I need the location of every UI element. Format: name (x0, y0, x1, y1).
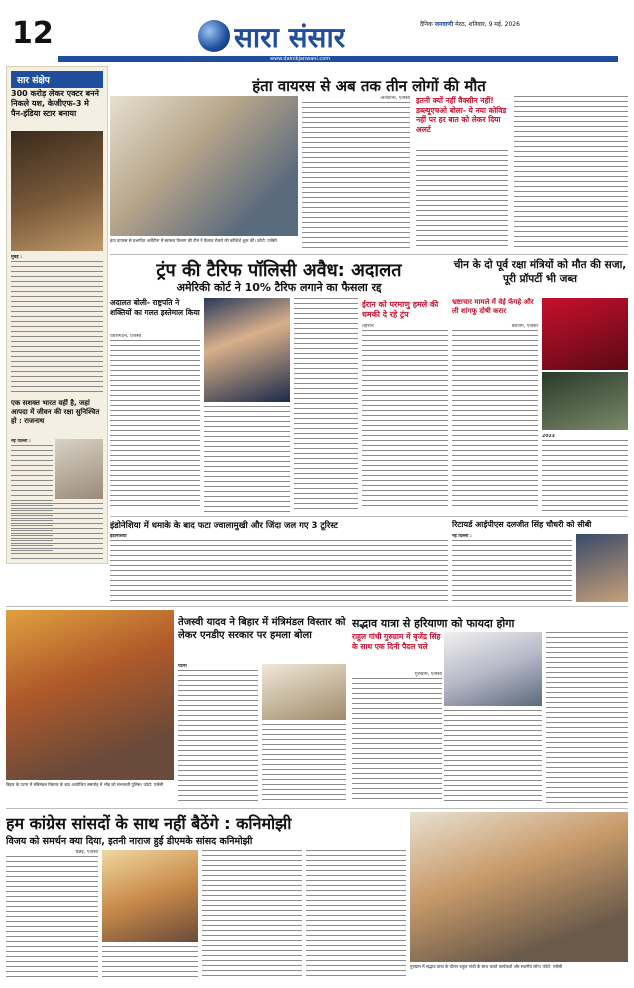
china-headline[interactable]: चीन के दो पूर्व रक्षा मंत्रियों को मौत की सजा, पूरी प्रॉपर्टी भी जब्त (453, 259, 627, 285)
bihar-body-a (178, 664, 258, 804)
bihar-caption: बिहार के पटना में मंत्रिमंडल विस्तार के बाद आयोजित समारोह में भीड़ को संभालती पुलिस। फोटो: एजेंसी (6, 782, 164, 787)
divider (6, 606, 628, 607)
sidebar-story2-dateline: नई दिल्ली : (11, 439, 31, 444)
page-number: 12 (12, 16, 54, 51)
paper-name: सारा संसार (234, 21, 346, 54)
sidebar-story1-body (11, 255, 103, 395)
lead-photo (110, 96, 298, 236)
kanimozhi-body-c (202, 850, 302, 980)
haryana-deck[interactable]: राहुल गांधी गुरुग्राम में बृजेंद्र सिंह के साथ एक दिनी पैदल चले (352, 632, 441, 651)
sidebar-story1-headline[interactable]: 300 करोड़ लेकर एक्टर बनने निकले यश, केजीएफ-3 मे पैन-इंडिया स्टार बनाया (11, 89, 99, 118)
haryana-crowd-caption: गुरुग्राम में सद्भाव यात्रा के दौरान राहुल गांधी के साथ चलते कार्यकर्ता और स्थानीय लोग। फोटो: एजेंसी (410, 964, 563, 969)
lead-body (302, 96, 410, 250)
rajnath-photo (55, 439, 103, 499)
kanimozhi-subheadline[interactable]: विजय को समर्थन क्या दिया, इतनी नाराज हुई डीएमके सांसद कनिमोझी (6, 836, 253, 847)
bihar-photo (6, 610, 174, 780)
lead-headline[interactable]: हंता वायरस से अब तक तीन लोगों की मौत (252, 77, 486, 95)
tejashwi-photo (262, 664, 346, 720)
china-minister-photo-2 (542, 372, 628, 430)
kanimozhi-body-b (102, 946, 198, 980)
china-dateline: बीजिंग, एजेंसी (511, 324, 538, 329)
divider (6, 808, 628, 809)
bihar-body-b (262, 724, 346, 804)
tariff-body-b (204, 406, 290, 512)
sidebar-story1-dateline: मुंबई : (11, 255, 23, 260)
tariff-body-a (110, 334, 200, 512)
lead-subhead-body (416, 150, 508, 250)
indonesia-dateline: इंडोनेशिया (110, 534, 127, 539)
bihar-dateline: पटना (178, 664, 187, 669)
divider (110, 254, 628, 255)
masthead (0, 0, 634, 64)
masthead-bar (58, 56, 618, 62)
sidebar-story2-headline[interactable]: एक सशक्त भारत वहीं है, जहां आपदा में जीवन की रक्षा सुनिश्चित हो : राजनाथ (11, 399, 100, 425)
iran-dateline: तेहरान (362, 324, 374, 329)
yash-photo (11, 131, 103, 251)
sidebar (6, 66, 108, 564)
kanimozhi-headline[interactable]: हम कांग्रेस सांसदों के साथ नहीं बैठेंगे : कनिमोझी (6, 814, 292, 833)
kanimozhi-body-a (6, 850, 98, 980)
kanimozhi-body-d (306, 850, 406, 980)
lead-subhead[interactable]: इतनी क्यों नहीं वैक्सीन नहीं! डब्ल्यूएचओ बोला- ये नया कोविड नहीं पर हर बात को लेकर दिया अलर्ट (416, 96, 507, 134)
site-url[interactable]: www.dainikjanwani.com (270, 56, 331, 62)
haryana-body-b (444, 710, 542, 804)
indonesia-body (110, 534, 448, 602)
iran-headline[interactable]: ईरान को परमाणु हमले की धमकी दे रहे ट्रंप (362, 300, 439, 319)
china-body-b (542, 434, 628, 512)
tariff-body-c (294, 298, 358, 512)
haryana-body-a (352, 672, 442, 804)
rahul-photo (444, 632, 542, 706)
haryana-headline[interactable]: सद्भाव यात्रा से हरियाणा को फायदा होगा (352, 617, 515, 630)
lead-col4 (514, 96, 628, 250)
publisher: दैनिक (420, 21, 433, 28)
sidebar-section-title: सार संक्षेप (11, 71, 103, 88)
china-year: 2023 (542, 434, 555, 439)
tariff-dateline: वॉशिंगटन, एजेंसी (110, 334, 142, 339)
issue-date: मेरठ, शनिवार, 9 मई, 2026 (455, 21, 520, 28)
kanimozhi-photo (102, 850, 198, 942)
tariff-deck[interactable]: अदालत बोली- राष्ट्रपति ने शक्तियों का गलत इस्तेमाल किया (110, 298, 200, 317)
trump-photo (204, 298, 290, 402)
haryana-body-c (546, 632, 628, 804)
sidebar-story2-body-cont (11, 503, 103, 559)
china-body (452, 324, 538, 512)
lead-dateline: अर्जेंटीना, एजेंसी (380, 96, 410, 101)
kanimozhi-dateline: चेन्नई, एजेंसी (75, 850, 98, 855)
officer-body (452, 534, 572, 602)
tariff-headline[interactable]: ट्रंप की टैरिफ पॉलिसी अवैध: अदालत (156, 260, 402, 281)
publisher-name: जनवाणी (434, 21, 454, 28)
lead-photo-caption: हंता वायरस से प्रभावित अर्जेंटीना में स्वास्थ्य विभाग की टीम ने फैलाव रोकने की कोशिशें शुरू कीं। फोटो: एजेंसी (110, 238, 277, 243)
haryana-crowd-photo (410, 812, 628, 962)
dateline-strip (420, 20, 520, 28)
divider (110, 516, 628, 517)
globe-icon (198, 20, 230, 52)
tariff-subheadline[interactable]: अमेरिकी कोर्ट ने 10% टैरिफ लगाने का फैसला रद्द (176, 281, 382, 294)
officer-photo (576, 534, 628, 602)
bihar-headline[interactable]: तेजस्वी यादव ने बिहार में मंत्रिमंडल विस्तार को लेकर एनडीए सरकार पर हमला बोला (178, 617, 346, 641)
china-minister-photo-1 (542, 298, 628, 370)
iran-body (362, 324, 448, 512)
haryana-dateline: गुरुग्राम, एजेंसी (414, 672, 442, 677)
officer-dateline: नई दिल्ली : (452, 534, 472, 539)
indonesia-headline[interactable]: इंडोनेशिया में धमाके के बाद फटा ज्वालामुखी और जिंदा जल गए 3 टूरिस्ट (110, 521, 338, 531)
officer-headline[interactable]: रिटायर्ड आईपीएस दलजीत सिंह चौधरी को सीबी (452, 520, 592, 529)
china-deck[interactable]: भ्रष्टाचार मामले में वेई फेंगहे और ली शांगफू दोषी करार (452, 298, 534, 315)
